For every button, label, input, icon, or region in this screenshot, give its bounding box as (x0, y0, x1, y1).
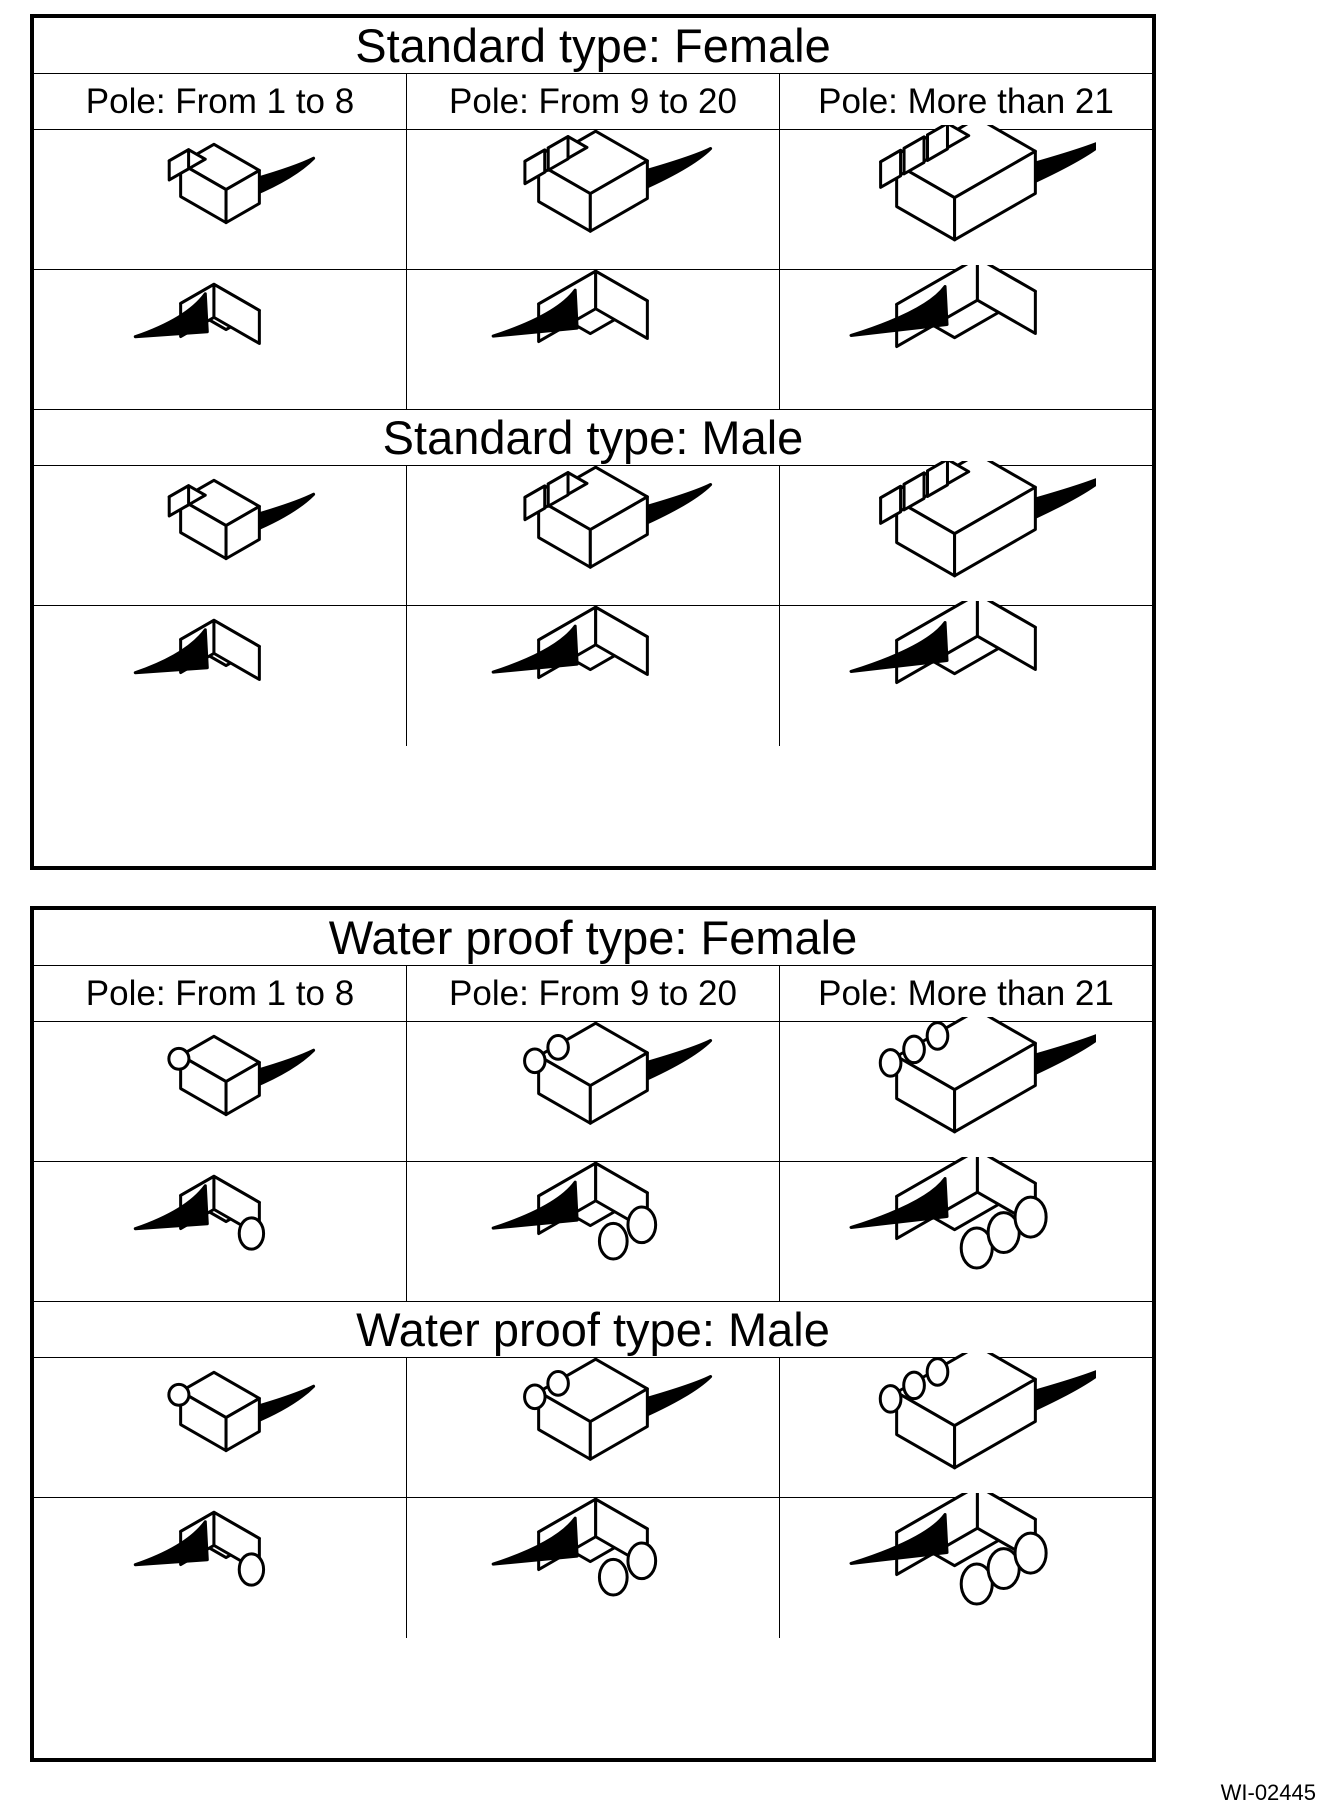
section-title: Standard type: Female (34, 18, 1152, 74)
connector-cell (780, 130, 1152, 269)
section-title: Water proof type: Female (34, 910, 1152, 966)
connector-icon (463, 1157, 723, 1307)
connector-icon (90, 265, 350, 415)
connector-row (34, 130, 1152, 270)
connector-row (34, 1358, 1152, 1498)
connector-cell (407, 466, 780, 605)
connector-icon (463, 265, 723, 415)
connector-icon (90, 461, 350, 611)
connector-icon (90, 1353, 350, 1503)
connector-cell (407, 1022, 780, 1161)
section-title: Water proof type: Male (34, 1302, 1152, 1358)
connector-cell (780, 1022, 1152, 1161)
connector-icon (90, 601, 350, 751)
column-header: Pole: From 1 to 8 (34, 74, 407, 129)
connector-row (34, 466, 1152, 606)
connector-cell (34, 130, 407, 269)
column-header: Pole: More than 21 (818, 81, 1114, 121)
connector-cell (780, 270, 1152, 409)
connector-cell (34, 606, 407, 746)
connector-row (34, 1022, 1152, 1162)
connector-icon (90, 125, 350, 275)
connector-cell (407, 606, 780, 746)
connector-icon (463, 125, 723, 275)
connector-cell (407, 130, 780, 269)
connector-row (34, 270, 1152, 410)
connector-icon (463, 1017, 723, 1167)
connector-cell (34, 466, 407, 605)
standard-type-panel (30, 14, 1156, 870)
connector-icon (463, 1353, 723, 1503)
column-header: Pole: More than 21 (818, 973, 1114, 1013)
connector-icon (836, 601, 1096, 751)
connector-icon (836, 461, 1096, 611)
connector-icon (90, 1017, 350, 1167)
column-header: Pole: From 9 to 20 (407, 74, 780, 129)
connector-cell (407, 1498, 780, 1638)
connector-cell (34, 1498, 407, 1638)
connector-cell (407, 270, 780, 409)
connector-cell (407, 1358, 780, 1497)
connector-row (34, 1498, 1152, 1638)
connector-cell (780, 606, 1152, 746)
connector-icon (836, 1353, 1096, 1503)
connector-icon (836, 1493, 1096, 1643)
column-header: Pole: From 1 to 8 (34, 966, 407, 1021)
connector-icon (836, 265, 1096, 415)
connector-cell (34, 1358, 407, 1497)
connector-cell (34, 1162, 407, 1301)
connector-cell (780, 1358, 1152, 1497)
connector-cell (780, 1498, 1152, 1638)
connector-icon (90, 1157, 350, 1307)
connector-icon (836, 1157, 1096, 1307)
column-header-row (34, 966, 1152, 1022)
connector-cell (407, 1162, 780, 1301)
figure-code: WI-02445 (1220, 1780, 1316, 1805)
connector-icon (836, 125, 1096, 275)
connector-icon (90, 1493, 350, 1643)
section-title: Standard type: Male (34, 410, 1152, 466)
connector-cell (780, 1162, 1152, 1301)
connector-cell (34, 1022, 407, 1161)
connector-row (34, 606, 1152, 746)
connector-icon (463, 1493, 723, 1643)
connector-icon (836, 1017, 1096, 1167)
column-header-row (34, 74, 1152, 130)
connector-icon (463, 461, 723, 611)
connector-icon (463, 601, 723, 751)
connector-cell (34, 270, 407, 409)
waterproof-type-panel (30, 906, 1156, 1762)
connector-row (34, 1162, 1152, 1302)
column-header: Pole: From 9 to 20 (407, 966, 780, 1021)
connector-cell (780, 466, 1152, 605)
